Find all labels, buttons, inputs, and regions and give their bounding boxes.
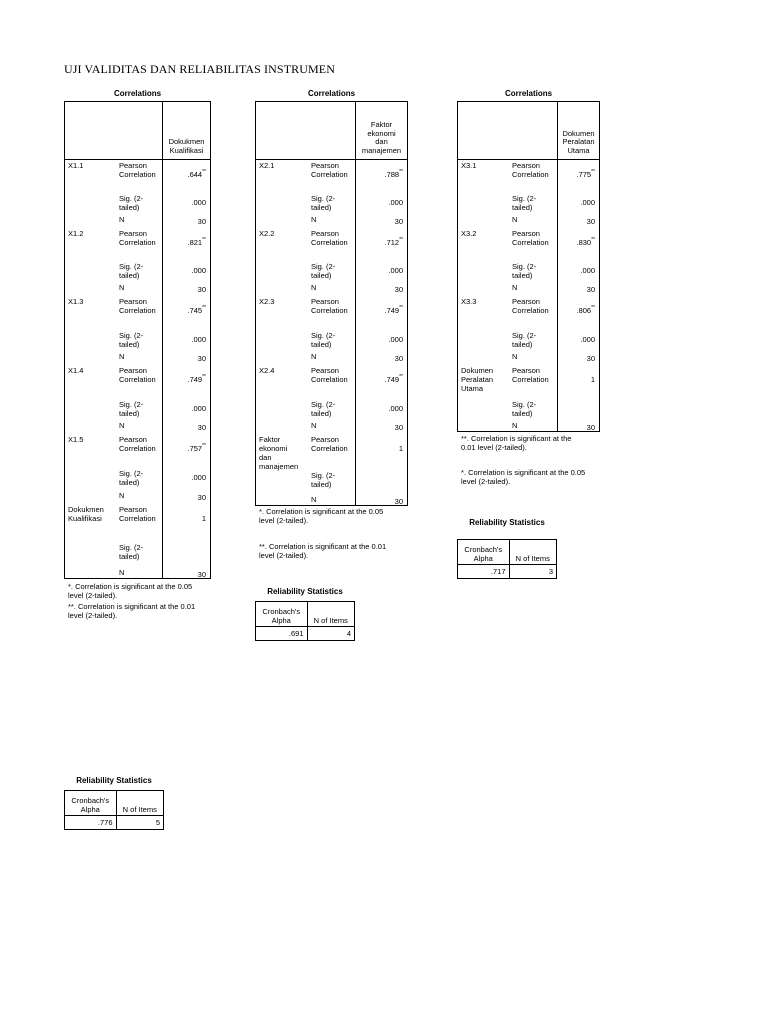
n-items-value: 3 [509, 565, 556, 579]
n-label: N [311, 495, 317, 504]
variable-name: X1.1 [68, 161, 84, 170]
pearson-label: Pearson Correlation [311, 161, 348, 179]
pearson-value: .821** [187, 237, 206, 247]
pearson-label: Pearson Correlation [512, 161, 549, 179]
pearson-label: Pearson Correlation [119, 366, 156, 384]
pearson-label: Pearson Correlation [512, 297, 549, 315]
sig-label: Sig. (2- tailed) [311, 331, 336, 349]
significance-mark: ** [202, 374, 206, 380]
sig-label: Sig. (2- tailed) [119, 331, 144, 349]
n-label: N [512, 421, 518, 430]
variable-name: X2.4 [259, 366, 275, 375]
reliability-table-2 [255, 601, 355, 641]
note-star-1: *. Correlation is significant at the 0.05 level (2-tailed). [68, 582, 193, 600]
sig-value: .000 [191, 335, 206, 344]
significance-mark: ** [399, 305, 403, 311]
alpha-header: Cronbach's Alpha [256, 602, 308, 627]
sig-value: .000 [388, 266, 403, 275]
sig-label: Sig. (2- tailed) [311, 400, 336, 418]
sig-value: .000 [580, 335, 595, 344]
sig-label: Sig. (2- tailed) [119, 469, 144, 487]
pearson-value: .830** [576, 237, 595, 247]
sig-value: .000 [388, 335, 403, 344]
sig-label: Sig. (2- tailed) [512, 262, 537, 280]
note-dstar-3: **. Correlation is significant at the 0.01 level (2-tailed). [461, 434, 572, 452]
n-items-value: 4 [307, 627, 354, 641]
n-label: N [311, 421, 317, 430]
significance-mark: ** [591, 237, 595, 243]
note-dstar-2: **. Correlation is significant at the 0.01 level (2-tailed). [259, 542, 387, 560]
note-dstar-1: **. Correlation is significant at the 0.01 level (2-tailed). [68, 602, 196, 620]
n-label: N [512, 352, 518, 361]
variable-name: X1.5 [68, 435, 84, 444]
variable-name: X1.3 [68, 297, 84, 306]
pearson-value: .749** [187, 374, 206, 384]
variable-name: X1.4 [68, 366, 84, 375]
alpha-header: Cronbach's Alpha [458, 540, 510, 565]
n-label: N [119, 421, 125, 430]
sig-label: Sig. (2- tailed) [512, 194, 537, 212]
sig-value: .000 [191, 266, 206, 275]
pearson-label: Pearson Correlation [311, 297, 348, 315]
sig-value: .000 [191, 473, 206, 482]
n-value: 30 [394, 354, 403, 363]
n-value: 30 [394, 217, 403, 226]
n-label: N [311, 215, 317, 224]
note-star-2: *. Correlation is significant at the 0.05 level (2-tailed). [259, 507, 384, 525]
correlations-title-3: Correlations [504, 89, 553, 98]
n-value: 30 [197, 423, 206, 432]
n-value: 30 [394, 423, 403, 432]
pearson-label: Pearson Correlation [311, 229, 348, 247]
column-header: Dokukmen Kualifikasi [168, 137, 205, 155]
n-value: 30 [197, 285, 206, 294]
n-label: N [512, 283, 518, 292]
correlations-table-2 [255, 101, 408, 506]
variable-name: X2.1 [259, 161, 275, 170]
pearson-label: Pearson Correlation [119, 505, 156, 523]
n-value: 30 [586, 354, 595, 363]
column-header: Dokumen Peralatan Utama [562, 128, 595, 155]
column-header: Faktor ekonomi dan manajemen [361, 120, 402, 155]
reliability-title-1: Reliability Statistics [76, 776, 152, 785]
n-value: 30 [197, 493, 206, 502]
sig-value: .000 [388, 198, 403, 207]
variable-name: X3.1 [461, 161, 477, 170]
pearson-label: Pearson Correlation [119, 297, 156, 315]
pearson-label: Pearson Correlation [512, 366, 549, 384]
n-label: N [512, 215, 518, 224]
pearson-label: Pearson Correlation [311, 435, 348, 453]
n-label: N [119, 491, 125, 500]
correlations-table-1 [64, 101, 211, 579]
sig-label: Sig. (2- tailed) [311, 262, 336, 280]
pearson-value: 1 [590, 375, 595, 384]
reliability-title-2: Reliability Statistics [267, 587, 343, 596]
sig-value: .000 [580, 198, 595, 207]
alpha-value: .776 [65, 816, 117, 830]
variable-name: X1.2 [68, 229, 84, 238]
sig-value: .000 [388, 404, 403, 413]
pearson-label: Pearson Correlation [311, 366, 348, 384]
sig-label: Sig. (2- tailed) [311, 471, 336, 489]
significance-mark: ** [202, 305, 206, 311]
n-value: 30 [586, 285, 595, 294]
variable-name: X3.2 [461, 229, 477, 238]
sig-label: Sig. (2- tailed) [119, 400, 144, 418]
reliability-title-3: Reliability Statistics [469, 518, 545, 527]
n-label: N [119, 283, 125, 292]
sig-value: .000 [191, 198, 206, 207]
n-label: N [311, 352, 317, 361]
variable-name: X2.2 [259, 229, 275, 238]
n-value: 30 [586, 423, 595, 432]
sig-value: .000 [191, 404, 206, 413]
alpha-value: .717 [458, 565, 510, 579]
sig-label: Sig. (2- tailed) [512, 400, 537, 418]
n-value: 30 [197, 570, 206, 579]
correlations-title-1: Correlations [113, 89, 162, 98]
reliability-table-1 [64, 790, 164, 830]
n-label: N [119, 352, 125, 361]
header-divider [256, 159, 407, 160]
significance-mark: ** [591, 305, 595, 311]
sig-label: Sig. (2- tailed) [311, 194, 336, 212]
pearson-value: .644** [187, 169, 206, 179]
variable-name: Dokukmen Kualifikasi [68, 505, 104, 523]
page-title: UJI VALIDITAS DAN RELIABILITAS INSTRUMEN [64, 62, 335, 76]
pearson-label: Pearson Correlation [512, 229, 549, 247]
significance-mark: ** [202, 169, 206, 175]
column-divider [162, 102, 163, 578]
significance-mark: ** [399, 237, 403, 243]
significance-mark: ** [399, 374, 403, 380]
variable-name: X2.3 [259, 297, 275, 306]
pearson-value: .712** [384, 237, 403, 247]
sig-label: Sig. (2- tailed) [119, 194, 144, 212]
n-label: N [311, 283, 317, 292]
n-items-value: 5 [116, 816, 163, 830]
pearson-label: Pearson Correlation [119, 435, 156, 453]
note-star-3: *. Correlation is significant at the 0.05 level (2-tailed). [461, 468, 586, 486]
significance-mark: ** [399, 169, 403, 175]
n-value: 30 [586, 217, 595, 226]
variable-name: Faktor ekonomi dan manajemen [259, 435, 299, 471]
n-label: N [119, 568, 125, 577]
n-value: 30 [394, 497, 403, 506]
pearson-value: 1 [398, 444, 403, 453]
n-value: 30 [394, 285, 403, 294]
variable-name: Dokumen Peralatan Utama [461, 366, 494, 393]
significance-mark: ** [202, 443, 206, 449]
pearson-value: .749** [384, 374, 403, 384]
sig-value: .000 [580, 266, 595, 275]
pearson-label: Pearson Correlation [119, 229, 156, 247]
pearson-value: 1 [201, 514, 206, 523]
sig-label: Sig. (2- tailed) [512, 331, 537, 349]
pearson-value: .745** [187, 305, 206, 315]
header-divider [65, 159, 210, 160]
pearson-label: Pearson Correlation [119, 161, 156, 179]
pearson-value: .757** [187, 443, 206, 453]
significance-mark: ** [591, 169, 595, 175]
n-label: N [119, 215, 125, 224]
alpha-header: Cronbach's Alpha [65, 791, 117, 816]
correlations-table-3 [457, 101, 600, 432]
variable-name: X3.3 [461, 297, 477, 306]
column-divider [355, 102, 356, 505]
header-divider [458, 159, 599, 160]
sig-label: Sig. (2- tailed) [119, 262, 144, 280]
n-value: 30 [197, 217, 206, 226]
pearson-value: .806** [576, 305, 595, 315]
n-items-header: N of Items [307, 602, 354, 627]
pearson-value: .775** [576, 169, 595, 179]
significance-mark: ** [202, 237, 206, 243]
sig-label: Sig. (2- tailed) [119, 543, 144, 561]
n-items-header: N of Items [116, 791, 163, 816]
n-items-header: N of Items [509, 540, 556, 565]
correlations-title-2: Correlations [307, 89, 356, 98]
pearson-value: .749** [384, 305, 403, 315]
reliability-table-3 [457, 539, 557, 579]
pearson-value: .788** [384, 169, 403, 179]
alpha-value: .691 [256, 627, 308, 641]
n-value: 30 [197, 354, 206, 363]
